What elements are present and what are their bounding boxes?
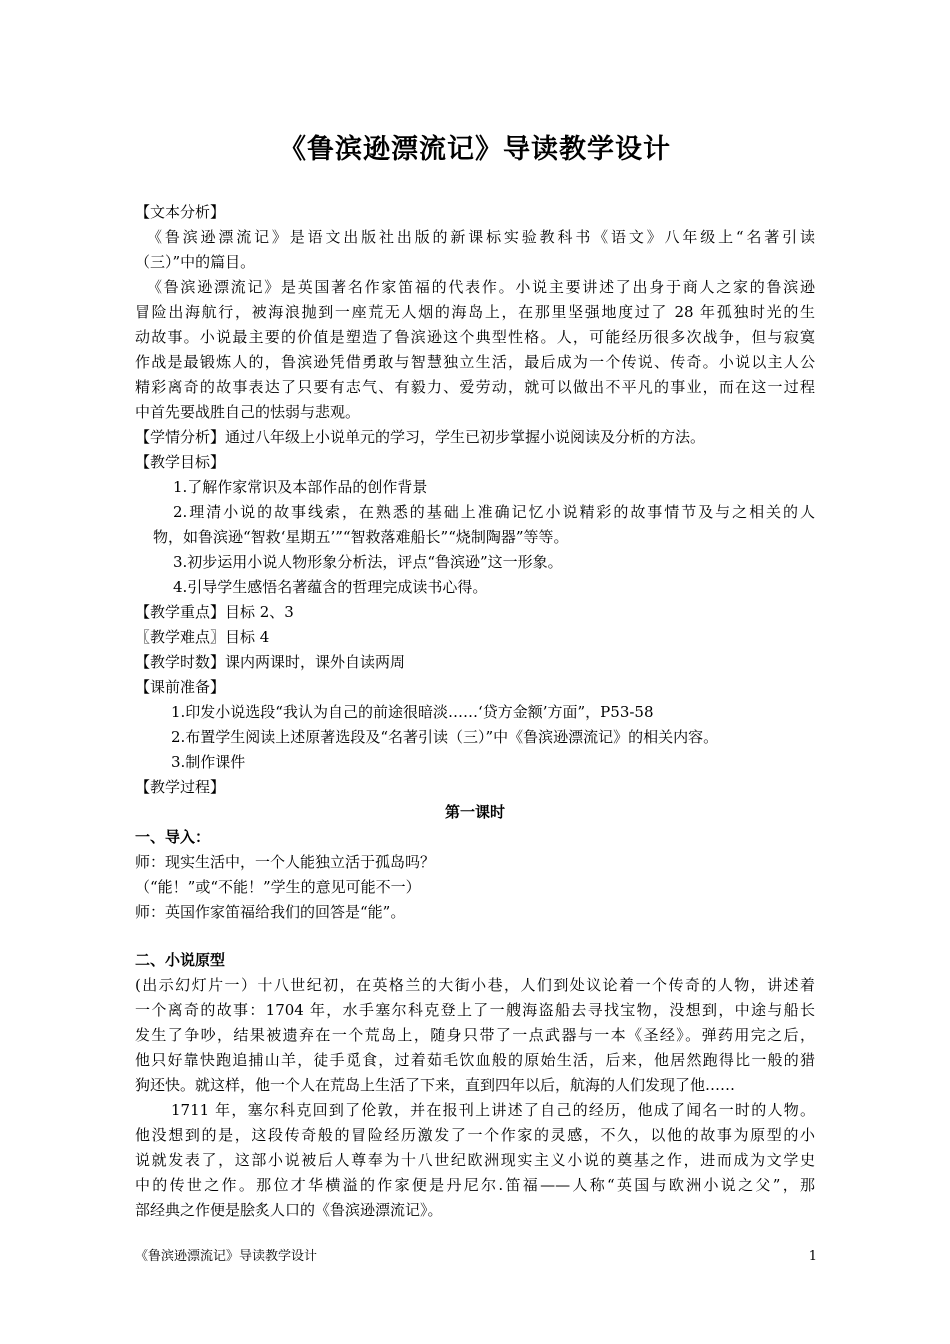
paragraph-line: （三）”中的篇目。	[135, 253, 256, 271]
paragraph-line: 他没想到的是，这段传奇般的冒险经历激发了一个作家的灵感，不久，以他的故事为原型的小	[135, 1126, 815, 1144]
goal-item: 1.了解作家常识及本部作品的创作背景	[173, 478, 428, 496]
paragraph-line: 精彩离奇的故事表达了只要有志气、有毅力、爱劳动，就可以做出不平凡的事业，而在这一过程	[135, 378, 815, 396]
process-heading: 【教学过程】	[135, 778, 226, 796]
paragraph-line: (出示幻灯片一）十八世纪初，在英格兰的大街小巷，人们到处议论着一个传奇的人物，讲述着	[135, 976, 815, 994]
footer-title: 《鲁滨逊漂流记》导读教学设计	[135, 1249, 318, 1264]
paragraph-line: 《鲁滨逊漂流记》是英国著名作家笛福的代表作。小说主要讲述了出身于商人之家的鲁滨逊	[147, 278, 815, 296]
prep-heading: 【课前准备】	[135, 678, 226, 696]
goal-item: 3.初步运用小说人物形象分析法，评点“鲁滨逊”这一形象。	[173, 553, 563, 571]
paragraph-line: 师：现实生活中，一个人能独立活于孤岛吗？	[135, 853, 436, 871]
paragraph-line: 动故事。小说最主要的价值是塑造了鲁滨逊这个典型性格。人，可能经历很多次战争，但与寂寞	[135, 328, 815, 346]
prep-item: 3.制作课件	[171, 753, 246, 771]
paragraph-line: 冒险出海航行，被海浪抛到一座荒无人烟的海岛上，在那里坚强地度过了 28 年孤独时光的生	[135, 303, 815, 321]
page-number: 1	[808, 1249, 817, 1264]
paragraph-line: 部经典之作便是脍炙人口的《鲁滨逊漂流记》。	[135, 1201, 443, 1219]
teaching-time: 【教学时数】课内两课时，课外自读两周	[135, 653, 406, 671]
key-points: 【教学重点】目标 2、3	[135, 603, 294, 621]
lesson-heading: 第一课时	[444, 803, 505, 821]
prep-item: 1.印发小说选段“我认为自己的前途很暗淡……‘贷方金额’方面”，P53-58	[171, 703, 654, 721]
goal-item: 4.引导学生感悟名著蕴含的哲理完成读书心得。	[173, 578, 488, 596]
paragraph-line: 一个离奇的故事：1704 年，水手塞尔科克登上了一艘海盗船去寻找宝物，没想到，中途与船长	[135, 1001, 815, 1019]
paragraph-line: 狗还快。就这样，他一个人在荒岛上生活了下来，直到四年以后，航海的人们发现了他……	[135, 1076, 736, 1094]
paragraph-line: 发生了争吵，结果被遗弃在一个荒岛上，随身只带了一点武器与一本《圣经》。弹药用完之后，	[135, 1026, 815, 1044]
text-analysis-heading: 【文本分析】	[135, 203, 226, 221]
paragraph-line: 他只好靠快跑追捕山羊，徒手觅食，过着茹毛饮血般的原始生活，后来，他居然跑得比一般的猎	[135, 1051, 815, 1069]
goal-item: 物，如鲁滨逊“智救‘星期五’”“智救落难船长”“烧制陶器”等等。	[153, 528, 569, 546]
paragraph-line: 说就发表了，这部小说被后人尊奉为十八世纪欧洲现实主义小说的奠基之作，进而成为文学史	[135, 1151, 815, 1169]
prep-item: 2.布置学生阅读上述原著选段及“名著引读（三）”中《鲁滨逊漂流记》的相关内容。	[171, 728, 719, 746]
goal-item: 2.理清小说的故事线索，在熟悉的基础上准确记忆小说精彩的故事情节及与之相关的人	[173, 503, 815, 521]
prototype-heading: 二、小说原型	[135, 951, 226, 969]
paragraph-line: 师：英国作家笛福给我们的回答是“能”。	[135, 903, 406, 921]
intro-heading: 一、导入：	[135, 828, 211, 846]
paragraph-line: 《鲁滨逊漂流记》是语文出版社出版的新课标实验教科书《语文》八年级上“名著引读	[147, 228, 815, 246]
paragraph-line: 中的传世之作。那位才华横溢的作家便是丹尼尔.笛福——人称“英国与欧洲小说之父”，那	[135, 1176, 815, 1194]
paragraph-line: 1711 年，塞尔科克回到了伦敦，并在报刊上讲述了自己的经历，他成了闻名一时的人物。	[171, 1101, 815, 1119]
paragraph-line: （“能！”或“不能！”学生的意见可能不一）	[135, 878, 421, 896]
paragraph-line: 作战是最锻炼人的，鲁滨逊凭借勇敢与智慧独立生活，最后成为一个传说、传奇。小说以主人公	[135, 353, 815, 371]
goals-heading: 【教学目标】	[135, 453, 226, 471]
learning-analysis: 【学情分析】通过八年级上小说单元的学习，学生已初步掌握小说阅读及分析的方法。	[135, 428, 706, 446]
difficulties: 〖教学难点〗目标 4	[135, 628, 270, 646]
paragraph-line: 中首先要战胜自己的怯弱与悲观。	[135, 403, 361, 421]
document-title: 《鲁滨逊漂流记》导读教学设计	[279, 134, 671, 165]
